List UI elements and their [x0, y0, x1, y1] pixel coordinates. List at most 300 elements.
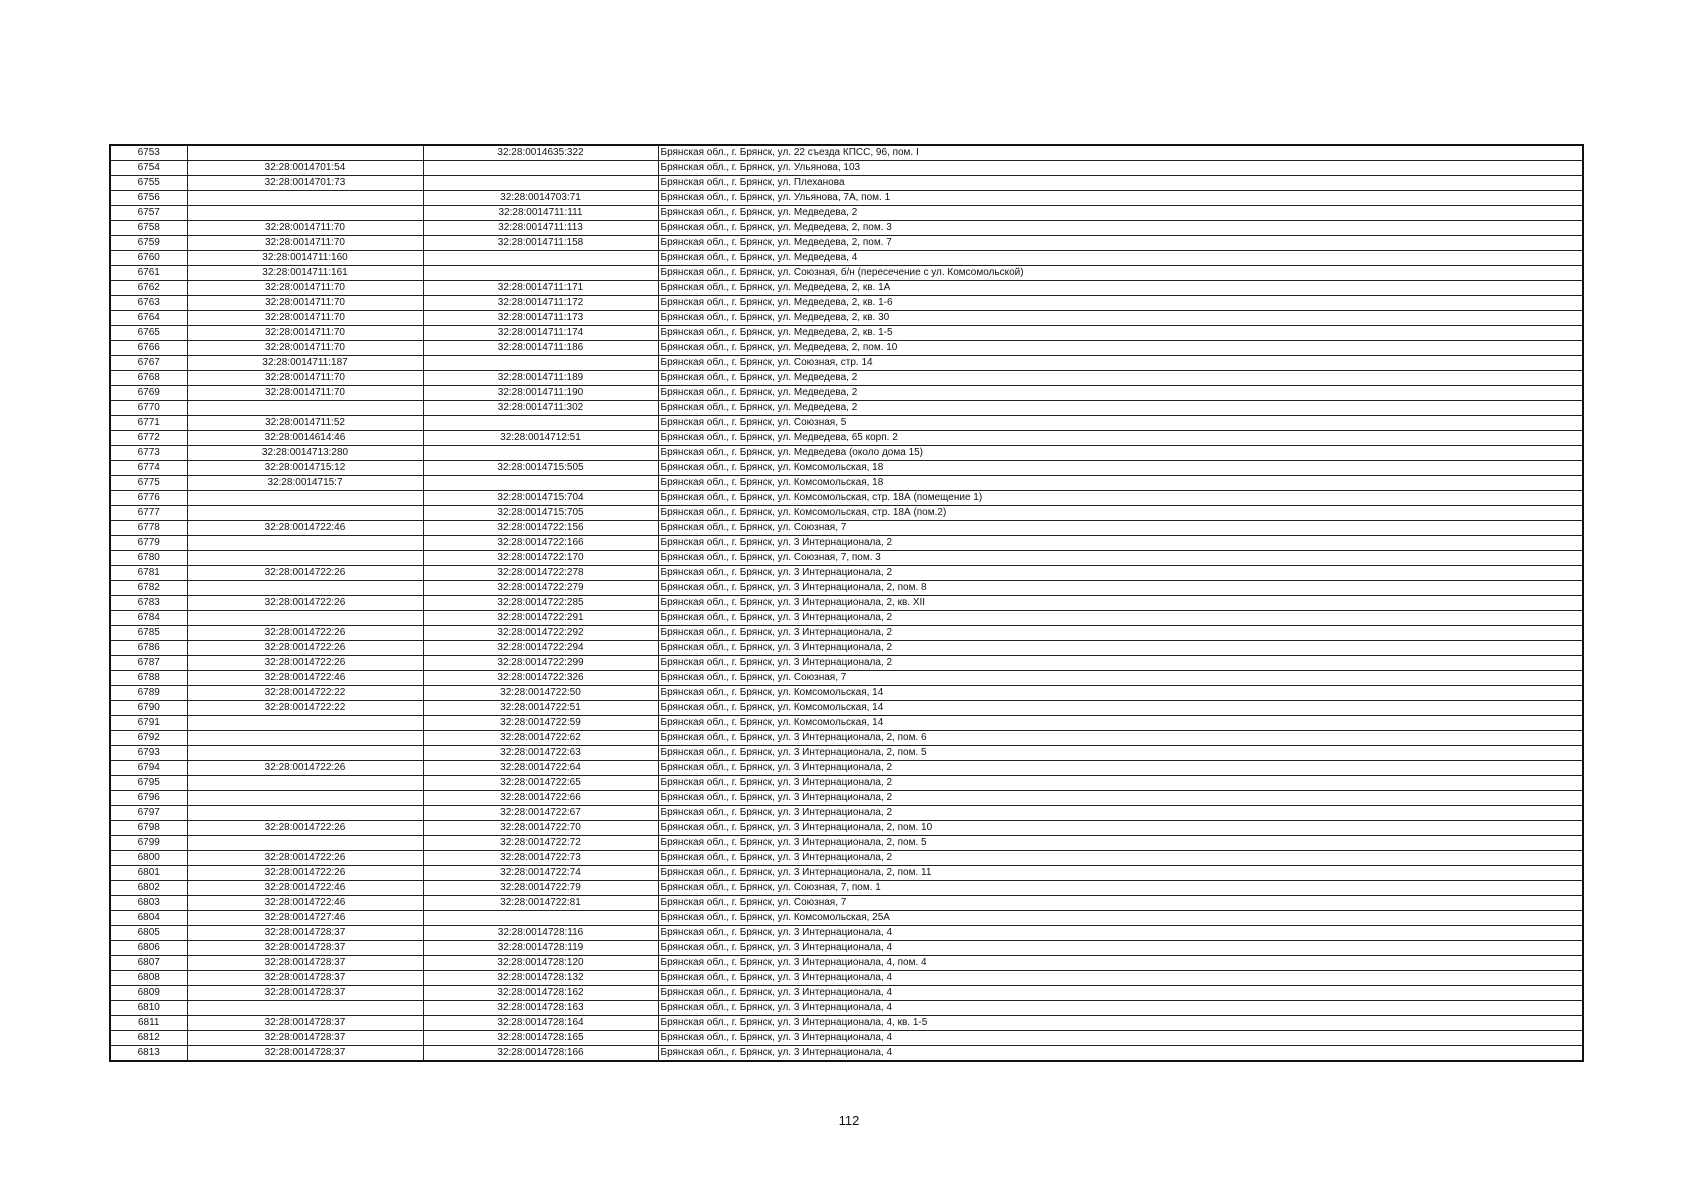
address-cell: Брянская обл., г. Брянск, ул. Медведева (около дома 15)	[658, 446, 1583, 461]
cadastral-number-cell: 32:28:0014711:111	[423, 206, 658, 221]
table-row	[110, 281, 1583, 296]
table-row	[110, 806, 1583, 821]
row-number-cell: 6781	[110, 566, 187, 581]
row-number-cell: 6756	[110, 191, 187, 206]
table-row	[110, 881, 1583, 896]
cadastral-number-cell: 32:28:0014722:285	[423, 596, 658, 611]
row-number-cell: 6755	[110, 176, 187, 191]
table-row	[110, 386, 1583, 401]
cadastral-number-cell: 32:28:0014715:505	[423, 461, 658, 476]
table-row	[110, 971, 1583, 986]
address-cell: Брянская обл., г. Брянск, ул. Союзная, 7	[658, 671, 1583, 686]
cadastral-number-cell: 32:28:0014722:278	[423, 566, 658, 581]
address-cell: Брянская обл., г. Брянск, ул. 3 Интернационала, 2, пом. 11	[658, 866, 1583, 881]
cadastral-number-cell: 32:28:0014722:66	[423, 791, 658, 806]
parent-cadastral-cell: 32:28:0014728:37	[187, 926, 423, 941]
row-number-cell: 6810	[110, 1001, 187, 1016]
cadastral-number-cell	[423, 356, 658, 371]
row-number-cell: 6802	[110, 881, 187, 896]
parent-cadastral-cell: 32:28:0014722:46	[187, 881, 423, 896]
row-number-cell: 6800	[110, 851, 187, 866]
table-row	[110, 1016, 1583, 1031]
parent-cadastral-cell	[187, 791, 423, 806]
address-cell: Брянская обл., г. Брянск, ул. 3 Интернационала, 2, пом. 6	[658, 731, 1583, 746]
table-row	[110, 476, 1583, 491]
cadastral-number-cell: 32:28:0014722:81	[423, 896, 658, 911]
address-cell: Брянская обл., г. Брянск, ул. Медведева, 2, кв. 30	[658, 311, 1583, 326]
row-number-cell: 6812	[110, 1031, 187, 1046]
parent-cadastral-cell: 32:28:0014722:26	[187, 626, 423, 641]
address-cell: Брянская обл., г. Брянск, ул. 3 Интернационала, 4	[658, 971, 1583, 986]
address-cell: Брянская обл., г. Брянск, ул. 22 съезда КПСС, 96, пом. I	[658, 145, 1583, 161]
cadastral-number-cell: 32:28:0014722:291	[423, 611, 658, 626]
parent-cadastral-cell	[187, 836, 423, 851]
address-cell: Брянская обл., г. Брянск, ул. 3 Интернационала, 4	[658, 1001, 1583, 1016]
table-row	[110, 866, 1583, 881]
cadastral-number-cell: 32:28:0014728:166	[423, 1046, 658, 1062]
parent-cadastral-cell	[187, 746, 423, 761]
cadastral-number-cell: 32:28:0014722:292	[423, 626, 658, 641]
cadastral-number-cell: 32:28:0014722:72	[423, 836, 658, 851]
cadastral-number-cell	[423, 251, 658, 266]
cadastral-number-cell: 32:28:0014722:62	[423, 731, 658, 746]
address-cell: Брянская обл., г. Брянск, ул. Медведева, 2, кв. 1-5	[658, 326, 1583, 341]
address-cell: Брянская обл., г. Брянск, ул. Союзная, 7	[658, 896, 1583, 911]
cadastral-number-cell	[423, 446, 658, 461]
table-row	[110, 641, 1583, 656]
parent-cadastral-cell: 32:28:0014722:26	[187, 866, 423, 881]
parent-cadastral-cell: 32:28:0014728:37	[187, 956, 423, 971]
row-number-cell: 6754	[110, 161, 187, 176]
cadastral-number-cell: 32:28:0014722:170	[423, 551, 658, 566]
table-row	[110, 536, 1583, 551]
address-cell: Брянская обл., г. Брянск, ул. Ульянова, 7А, пом. 1	[658, 191, 1583, 206]
registry-table-body	[110, 145, 1583, 1061]
address-cell: Брянская обл., г. Брянск, ул. 3 Интернационала, 4	[658, 941, 1583, 956]
parent-cadastral-cell: 32:28:0014722:26	[187, 641, 423, 656]
page-number: 112	[838, 1113, 860, 1128]
cadastral-number-cell: 32:28:0014722:65	[423, 776, 658, 791]
cadastral-number-cell: 32:28:0014703:71	[423, 191, 658, 206]
address-cell: Брянская обл., г. Брянск, ул. Медведева, 2	[658, 206, 1583, 221]
table-row	[110, 656, 1583, 671]
row-number-cell: 6780	[110, 551, 187, 566]
table-row	[110, 1001, 1583, 1016]
row-number-cell: 6796	[110, 791, 187, 806]
parent-cadastral-cell: 32:28:0014711:70	[187, 296, 423, 311]
table-row	[110, 566, 1583, 581]
parent-cadastral-cell: 32:28:0014711:70	[187, 311, 423, 326]
row-number-cell: 6783	[110, 596, 187, 611]
table-row	[110, 761, 1583, 776]
address-cell: Брянская обл., г. Брянск, ул. Союзная, 7	[658, 521, 1583, 536]
table-row	[110, 431, 1583, 446]
parent-cadastral-cell: 32:28:0014722:26	[187, 566, 423, 581]
row-number-cell: 6765	[110, 326, 187, 341]
row-number-cell: 6776	[110, 491, 187, 506]
address-cell: Брянская обл., г. Брянск, ул. 3 Интернационала, 2	[658, 536, 1583, 551]
cadastral-number-cell	[423, 161, 658, 176]
row-number-cell: 6771	[110, 416, 187, 431]
cadastral-number-cell: 32:28:0014728:119	[423, 941, 658, 956]
parent-cadastral-cell: 32:28:0014728:37	[187, 941, 423, 956]
row-number-cell: 6777	[110, 506, 187, 521]
parent-cadastral-cell: 32:28:0014701:54	[187, 161, 423, 176]
parent-cadastral-cell: 32:28:0014711:160	[187, 251, 423, 266]
table-row	[110, 371, 1583, 386]
cadastral-number-cell: 32:28:0014722:64	[423, 761, 658, 776]
table-row	[110, 341, 1583, 356]
row-number-cell: 6790	[110, 701, 187, 716]
table-row	[110, 821, 1583, 836]
row-number-cell: 6762	[110, 281, 187, 296]
cadastral-number-cell: 32:28:0014722:70	[423, 821, 658, 836]
address-cell: Брянская обл., г. Брянск, ул. Союзная, стр. 14	[658, 356, 1583, 371]
row-number-cell: 6782	[110, 581, 187, 596]
row-number-cell: 6778	[110, 521, 187, 536]
parent-cadastral-cell	[187, 401, 423, 416]
cadastral-number-cell: 32:28:0014722:326	[423, 671, 658, 686]
row-number-cell: 6792	[110, 731, 187, 746]
parent-cadastral-cell: 32:28:0014727:46	[187, 911, 423, 926]
row-number-cell: 6784	[110, 611, 187, 626]
row-number-cell: 6772	[110, 431, 187, 446]
parent-cadastral-cell: 32:28:0014701:73	[187, 176, 423, 191]
cadastral-number-cell: 32:28:0014722:59	[423, 716, 658, 731]
address-cell: Брянская обл., г. Брянск, ул. Медведева, 2	[658, 371, 1583, 386]
table-row	[110, 461, 1583, 476]
cadastral-number-cell: 32:28:0014728:165	[423, 1031, 658, 1046]
parent-cadastral-cell: 32:28:0014711:70	[187, 236, 423, 251]
address-cell: Брянская обл., г. Брянск, ул. Ульянова, 103	[658, 161, 1583, 176]
table-row	[110, 686, 1583, 701]
parent-cadastral-cell	[187, 1001, 423, 1016]
cadastral-number-cell: 32:28:0014722:73	[423, 851, 658, 866]
parent-cadastral-cell: 32:28:0014722:22	[187, 686, 423, 701]
row-number-cell: 6797	[110, 806, 187, 821]
row-number-cell: 6788	[110, 671, 187, 686]
cadastral-number-cell	[423, 416, 658, 431]
cadastral-number-cell: 32:28:0014728:162	[423, 986, 658, 1001]
parent-cadastral-cell: 32:28:0014722:26	[187, 656, 423, 671]
address-cell: Брянская обл., г. Брянск, ул. Плеханова	[658, 176, 1583, 191]
parent-cadastral-cell	[187, 506, 423, 521]
cadastral-number-cell: 32:28:0014715:705	[423, 506, 658, 521]
row-number-cell: 6803	[110, 896, 187, 911]
cadastral-number-cell: 32:28:0014722:51	[423, 701, 658, 716]
registry-table	[109, 144, 1584, 1062]
parent-cadastral-cell	[187, 581, 423, 596]
table-row	[110, 776, 1583, 791]
address-cell: Брянская обл., г. Брянск, ул. 3 Интернационала, 2	[658, 851, 1583, 866]
row-number-cell: 6786	[110, 641, 187, 656]
row-number-cell: 6807	[110, 956, 187, 971]
address-cell: Брянская обл., г. Брянск, ул. Комсомольская, 14	[658, 701, 1583, 716]
table-row	[110, 491, 1583, 506]
address-cell: Брянская обл., г. Брянск, ул. Комсомольская, 18	[658, 461, 1583, 476]
table-row	[110, 791, 1583, 806]
address-cell: Брянская обл., г. Брянск, ул. 3 Интернационала, 2	[658, 761, 1583, 776]
cadastral-number-cell	[423, 176, 658, 191]
cadastral-number-cell: 32:28:0014722:67	[423, 806, 658, 821]
table-row	[110, 581, 1583, 596]
row-number-cell: 6813	[110, 1046, 187, 1062]
row-number-cell: 6760	[110, 251, 187, 266]
cadastral-number-cell: 32:28:0014711:189	[423, 371, 658, 386]
table-row	[110, 1046, 1583, 1062]
row-number-cell: 6793	[110, 746, 187, 761]
parent-cadastral-cell	[187, 731, 423, 746]
address-cell: Брянская обл., г. Брянск, ул. 3 Интернационала, 2, кв. XII	[658, 596, 1583, 611]
parent-cadastral-cell: 32:28:0014711:52	[187, 416, 423, 431]
cadastral-number-cell: 32:28:0014722:156	[423, 521, 658, 536]
table-row	[110, 356, 1583, 371]
cadastral-number-cell: 32:28:0014728:120	[423, 956, 658, 971]
address-cell: Брянская обл., г. Брянск, ул. 3 Интернационала, 2, пом. 5	[658, 836, 1583, 851]
table-row	[110, 746, 1583, 761]
parent-cadastral-cell: 32:28:0014722:46	[187, 521, 423, 536]
table-row	[110, 236, 1583, 251]
address-cell: Брянская обл., г. Брянск, ул. 3 Интернационала, 2	[658, 626, 1583, 641]
table-row	[110, 251, 1583, 266]
row-number-cell: 6758	[110, 221, 187, 236]
parent-cadastral-cell	[187, 806, 423, 821]
table-row	[110, 626, 1583, 641]
row-number-cell: 6768	[110, 371, 187, 386]
cadastral-number-cell: 32:28:0014722:74	[423, 866, 658, 881]
parent-cadastral-cell: 32:28:0014722:46	[187, 896, 423, 911]
address-cell: Брянская обл., г. Брянск, ул. 3 Интернационала, 2, пом. 5	[658, 746, 1583, 761]
table-row	[110, 191, 1583, 206]
cadastral-number-cell: 32:28:0014722:299	[423, 656, 658, 671]
row-number-cell: 6791	[110, 716, 187, 731]
cadastral-number-cell: 32:28:0014711:302	[423, 401, 658, 416]
cadastral-number-cell	[423, 911, 658, 926]
parent-cadastral-cell	[187, 536, 423, 551]
parent-cadastral-cell: 32:28:0014722:26	[187, 851, 423, 866]
parent-cadastral-cell: 32:28:0014722:22	[187, 701, 423, 716]
address-cell: Брянская обл., г. Брянск, ул. 3 Интернационала, 2	[658, 566, 1583, 581]
address-cell: Брянская обл., г. Брянск, ул. Союзная, 7, пом. 1	[658, 881, 1583, 896]
row-number-cell: 6761	[110, 266, 187, 281]
cadastral-number-cell: 32:28:0014711:172	[423, 296, 658, 311]
table-row	[110, 701, 1583, 716]
table-row	[110, 596, 1583, 611]
address-cell: Брянская обл., г. Брянск, ул. Комсомольская, 14	[658, 716, 1583, 731]
table-row	[110, 911, 1583, 926]
address-cell: Брянская обл., г. Брянск, ул. Медведева, 2, пом. 10	[658, 341, 1583, 356]
row-number-cell: 6789	[110, 686, 187, 701]
address-cell: Брянская обл., г. Брянск, ул. 3 Интернационала, 2, пом. 8	[658, 581, 1583, 596]
row-number-cell: 6806	[110, 941, 187, 956]
parent-cadastral-cell: 32:28:0014715:12	[187, 461, 423, 476]
address-cell: Брянская обл., г. Брянск, ул. Союзная, 5	[658, 416, 1583, 431]
row-number-cell: 6766	[110, 341, 187, 356]
parent-cadastral-cell	[187, 206, 423, 221]
address-cell: Брянская обл., г. Брянск, ул. 3 Интернационала, 2, пом. 10	[658, 821, 1583, 836]
table-row	[110, 1031, 1583, 1046]
address-cell: Брянская обл., г. Брянск, ул. Комсомольская, 25А	[658, 911, 1583, 926]
address-cell: Брянская обл., г. Брянск, ул. 3 Интернационала, 4, кв. 1-5	[658, 1016, 1583, 1031]
table-row	[110, 986, 1583, 1001]
cadastral-number-cell: 32:28:0014722:294	[423, 641, 658, 656]
row-number-cell: 6794	[110, 761, 187, 776]
cadastral-number-cell: 32:28:0014711:171	[423, 281, 658, 296]
row-number-cell: 6799	[110, 836, 187, 851]
address-cell: Брянская обл., г. Брянск, ул. Комсомольская, стр. 18А (помещение 1)	[658, 491, 1583, 506]
row-number-cell: 6809	[110, 986, 187, 1001]
address-cell: Брянская обл., г. Брянск, ул. Комсомольская, стр. 18А (пом.2)	[658, 506, 1583, 521]
address-cell: Брянская обл., г. Брянск, ул. 3 Интернационала, 2	[658, 611, 1583, 626]
table-row	[110, 716, 1583, 731]
address-cell: Брянская обл., г. Брянск, ул. Медведева, 2, пом. 3	[658, 221, 1583, 236]
parent-cadastral-cell: 32:28:0014728:37	[187, 971, 423, 986]
row-number-cell: 6787	[110, 656, 187, 671]
parent-cadastral-cell: 32:28:0014711:161	[187, 266, 423, 281]
table-row	[110, 611, 1583, 626]
address-cell: Брянская обл., г. Брянск, ул. Медведева, 2	[658, 401, 1583, 416]
table-row	[110, 671, 1583, 686]
address-cell: Брянская обл., г. Брянск, ул. Медведева, 2, кв. 1А	[658, 281, 1583, 296]
parent-cadastral-cell	[187, 145, 423, 161]
row-number-cell: 6770	[110, 401, 187, 416]
table-row	[110, 521, 1583, 536]
address-cell: Брянская обл., г. Брянск, ул. 3 Интернационала, 4	[658, 1046, 1583, 1062]
cadastral-number-cell: 32:28:0014728:116	[423, 926, 658, 941]
parent-cadastral-cell: 32:28:0014711:70	[187, 221, 423, 236]
table-row	[110, 551, 1583, 566]
address-cell: Брянская обл., г. Брянск, ул. Медведева, 4	[658, 251, 1583, 266]
address-cell: Брянская обл., г. Брянск, ул. 3 Интернационала, 2	[658, 791, 1583, 806]
row-number-cell: 6779	[110, 536, 187, 551]
row-number-cell: 6805	[110, 926, 187, 941]
row-number-cell: 6769	[110, 386, 187, 401]
parent-cadastral-cell	[187, 491, 423, 506]
row-number-cell: 6795	[110, 776, 187, 791]
address-cell: Брянская обл., г. Брянск, ул. Медведева, 2	[658, 386, 1583, 401]
table-row	[110, 401, 1583, 416]
parent-cadastral-cell: 32:28:0014711:70	[187, 326, 423, 341]
table-row	[110, 896, 1583, 911]
parent-cadastral-cell	[187, 551, 423, 566]
row-number-cell: 6775	[110, 476, 187, 491]
address-cell: Брянская обл., г. Брянск, ул. 3 Интернационала, 2	[658, 776, 1583, 791]
parent-cadastral-cell	[187, 611, 423, 626]
table-row	[110, 506, 1583, 521]
table-row	[110, 326, 1583, 341]
row-number-cell: 6759	[110, 236, 187, 251]
parent-cadastral-cell: 32:28:0014728:37	[187, 1016, 423, 1031]
parent-cadastral-cell	[187, 716, 423, 731]
address-cell: Брянская обл., г. Брянск, ул. 3 Интернационала, 2	[658, 641, 1583, 656]
cadastral-number-cell	[423, 266, 658, 281]
table-row	[110, 446, 1583, 461]
cadastral-number-cell: 32:28:0014711:174	[423, 326, 658, 341]
parent-cadastral-cell: 32:28:0014722:26	[187, 596, 423, 611]
address-cell: Брянская обл., г. Брянск, ул. Союзная, б/н (пересечение с ул. Комсомольской)	[658, 266, 1583, 281]
cadastral-number-cell: 32:28:0014712:51	[423, 431, 658, 446]
parent-cadastral-cell: 32:28:0014728:37	[187, 986, 423, 1001]
address-cell: Брянская обл., г. Брянск, ул. Комсомольская, 14	[658, 686, 1583, 701]
row-number-cell: 6763	[110, 296, 187, 311]
cadastral-number-cell: 32:28:0014711:173	[423, 311, 658, 326]
address-cell: Брянская обл., г. Брянск, ул. 3 Интернационала, 4, пом. 4	[658, 956, 1583, 971]
parent-cadastral-cell: 32:28:0014614:46	[187, 431, 423, 446]
cadastral-number-cell: 32:28:0014722:50	[423, 686, 658, 701]
table-row	[110, 956, 1583, 971]
cadastral-number-cell: 32:28:0014722:166	[423, 536, 658, 551]
row-number-cell: 6811	[110, 1016, 187, 1031]
parent-cadastral-cell: 32:28:0014711:187	[187, 356, 423, 371]
cadastral-number-cell	[423, 476, 658, 491]
address-cell: Брянская обл., г. Брянск, ул. Медведева, 2, пом. 7	[658, 236, 1583, 251]
row-number-cell: 6798	[110, 821, 187, 836]
cadastral-number-cell: 32:28:0014635:322	[423, 145, 658, 161]
table-row	[110, 926, 1583, 941]
parent-cadastral-cell	[187, 191, 423, 206]
address-cell: Брянская обл., г. Брянск, ул. 3 Интернационала, 4	[658, 986, 1583, 1001]
cadastral-number-cell: 32:28:0014715:704	[423, 491, 658, 506]
parent-cadastral-cell: 32:28:0014728:37	[187, 1031, 423, 1046]
address-cell: Брянская обл., г. Брянск, ул. 3 Интернационала, 2	[658, 656, 1583, 671]
parent-cadastral-cell: 32:28:0014715:7	[187, 476, 423, 491]
cadastral-number-cell: 32:28:0014728:132	[423, 971, 658, 986]
table-row	[110, 851, 1583, 866]
row-number-cell: 6764	[110, 311, 187, 326]
parent-cadastral-cell: 32:28:0014722:26	[187, 761, 423, 776]
table-row	[110, 161, 1583, 176]
table-row	[110, 296, 1583, 311]
table-row	[110, 416, 1583, 431]
address-cell: Брянская обл., г. Брянск, ул. Союзная, 7, пом. 3	[658, 551, 1583, 566]
cadastral-number-cell: 32:28:0014711:113	[423, 221, 658, 236]
parent-cadastral-cell: 32:28:0014722:46	[187, 671, 423, 686]
address-cell: Брянская обл., г. Брянск, ул. 3 Интернационала, 2	[658, 806, 1583, 821]
row-number-cell: 6801	[110, 866, 187, 881]
table-row	[110, 145, 1583, 161]
row-number-cell: 6773	[110, 446, 187, 461]
address-cell: Брянская обл., г. Брянск, ул. Комсомольская, 18	[658, 476, 1583, 491]
cadastral-number-cell: 32:28:0014728:164	[423, 1016, 658, 1031]
address-cell: Брянская обл., г. Брянск, ул. Медведева, 65 корп. 2	[658, 431, 1583, 446]
row-number-cell: 6767	[110, 356, 187, 371]
table-row	[110, 836, 1583, 851]
parent-cadastral-cell: 32:28:0014728:37	[187, 1046, 423, 1062]
cadastral-number-cell: 32:28:0014722:279	[423, 581, 658, 596]
cadastral-number-cell: 32:28:0014722:63	[423, 746, 658, 761]
row-number-cell: 6808	[110, 971, 187, 986]
cadastral-number-cell: 32:28:0014711:190	[423, 386, 658, 401]
parent-cadastral-cell: 32:28:0014722:26	[187, 821, 423, 836]
address-cell: Брянская обл., г. Брянск, ул. Медведева, 2, кв. 1-6	[658, 296, 1583, 311]
parent-cadastral-cell: 32:28:0014711:70	[187, 386, 423, 401]
table-row	[110, 941, 1583, 956]
parent-cadastral-cell: 32:28:0014711:70	[187, 371, 423, 386]
cadastral-number-cell: 32:28:0014722:79	[423, 881, 658, 896]
cadastral-number-cell: 32:28:0014711:158	[423, 236, 658, 251]
table-row	[110, 266, 1583, 281]
row-number-cell: 6804	[110, 911, 187, 926]
address-cell: Брянская обл., г. Брянск, ул. 3 Интернационала, 4	[658, 926, 1583, 941]
address-cell: Брянская обл., г. Брянск, ул. 3 Интернационала, 4	[658, 1031, 1583, 1046]
row-number-cell: 6753	[110, 145, 187, 161]
parent-cadastral-cell: 32:28:0014711:70	[187, 341, 423, 356]
parent-cadastral-cell	[187, 776, 423, 791]
table-row	[110, 176, 1583, 191]
table-row	[110, 206, 1583, 221]
cadastral-number-cell: 32:28:0014728:163	[423, 1001, 658, 1016]
table-row	[110, 311, 1583, 326]
